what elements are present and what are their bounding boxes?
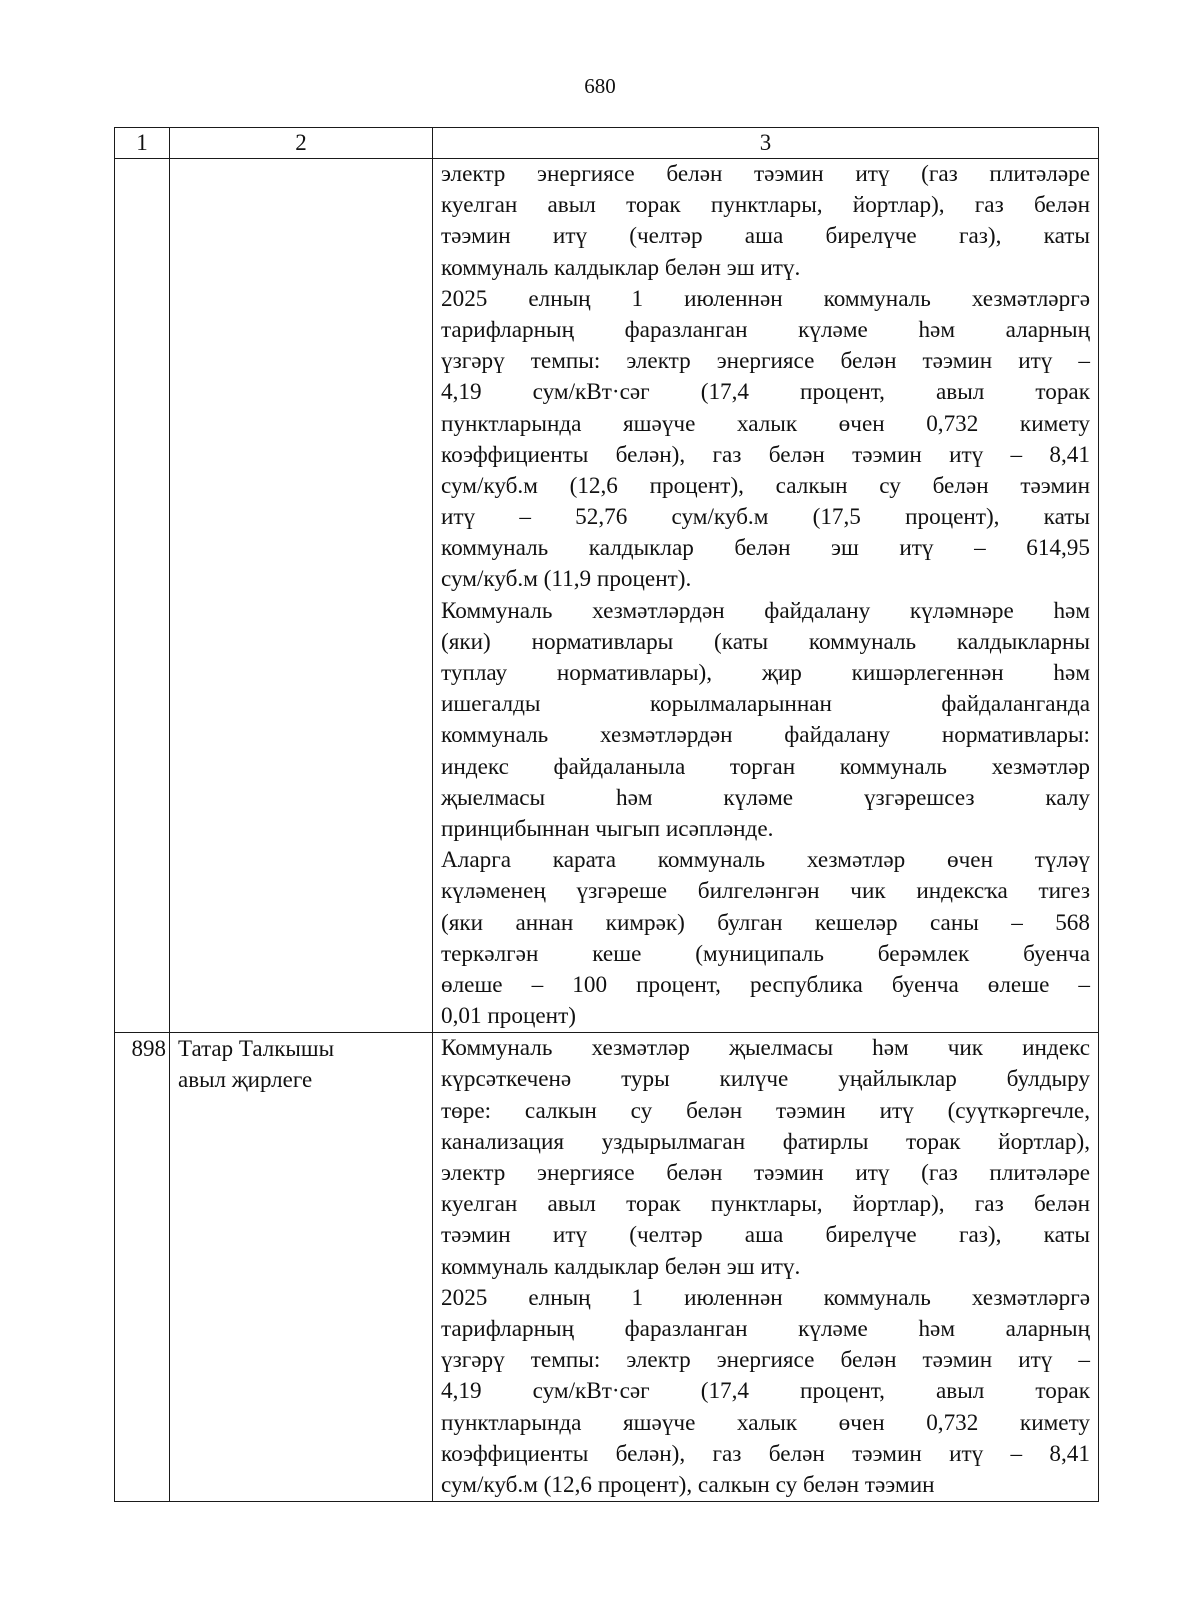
description-cell (433, 159, 1099, 1033)
text-line: туплау нормативлары), җир кишәрлегеннән һәм (441, 660, 1090, 686)
text-line: Коммуналь хезмәтләрдән файдалану күләмнәре һәм (441, 597, 1090, 624)
description-cell (433, 1033, 1099, 1502)
settlement-name-cell (170, 1033, 433, 1502)
text-line: сум/куб.м (12,6 процент), салкын су белән тәэмин (441, 1471, 935, 1498)
text-line: коэффициенты белән), газ белән тәэмин итү – 8,41 (441, 1440, 1090, 1467)
text-line: итү – 52,76 сум/куб.м (17,5 процент), каты (441, 504, 1090, 531)
text-line: күрсәткеченә туры килүче уңайлыклар булдыру (441, 1066, 1090, 1093)
text-line: үзгәрү темпы: электр энергиясе белән тәэмин итү – (441, 348, 1090, 375)
text-line: теркәлгән кеше (муниципаль берәмлек буенча (441, 940, 1090, 967)
row-number-cell: 898 (115, 1033, 170, 1502)
table-header-row (115, 128, 1099, 159)
text-line: 2025 елның 1 июленнән коммуналь хезмәтләргә (441, 1284, 1090, 1311)
text-line: төре: салкын су белән тәэмин итү (суүткәргечле, (441, 1097, 1090, 1124)
column-header-2: 2 (170, 128, 433, 159)
paragraph (441, 159, 1090, 284)
text-line: җыелмасы һәм күләме үзгәрешсез калу (441, 784, 1090, 811)
page-number: 680 (584, 74, 616, 98)
text-line: тәэмин итү (челтәр аша бирелүче газ), каты (441, 1222, 1090, 1249)
text-line: индекс файдаланыла торган коммуналь хезмәтләр (441, 753, 1090, 780)
text-line: пунктларында яшәүче халык өчен 0,732 кимету (441, 1409, 1090, 1436)
text-line: үзгәрү темпы: электр энергиясе белән тәэмин итү – (441, 1347, 1090, 1374)
text-line: электр энергиясе белән тәэмин итү (газ плитәләре (441, 1160, 1090, 1186)
text-line: ишегалды корылмаларыннан файдаланганда (441, 691, 1090, 718)
municipal-tariff-table (114, 127, 1099, 1502)
text-line: күләменең үзгәреше билгеләнгән чик индексҡа тигез (441, 878, 1090, 905)
text-line: тарифларның фаразланган күләме һәм аларның (441, 316, 1090, 343)
text-line: сум/куб.м (11,9 процент). (441, 566, 692, 593)
text-line: электр энергиясе белән тәэмин итү (газ плитәләре (441, 161, 1090, 187)
text-line: куелган авыл торак пунктлары, йортлар), газ белән (441, 1191, 1090, 1218)
table-row (115, 159, 1099, 1033)
text-line: пунктларында яшәүче халык өчен 0,732 кимету (441, 410, 1090, 437)
text-line: 2025 елның 1 июленнән коммуналь хезмәтләргә (441, 285, 1090, 312)
table-row (115, 1033, 1099, 1502)
text-line: 4,19 сум/кВт·сәг (17,4 процент, авыл торак (441, 1378, 1090, 1405)
text-line: (яки аннан кимрәк) булган кешеләр саны – 568 (441, 909, 1090, 936)
text-line: коммуналь хезмәтләрдән файдалану нормативлары: (441, 722, 1090, 749)
paragraph (441, 1033, 1090, 1283)
text-line: Аларга карата коммуналь хезмәтләр өчен түләү (441, 847, 1090, 874)
text-line: сум/куб.м (12,6 процент), салкын су белән тәэмин (441, 472, 1090, 499)
settlement-name-line: Татар Талкышы (178, 1036, 335, 1062)
text-line: коммуналь калдыклар белән эш итү – 614,95 (441, 535, 1090, 562)
text-line: 4,19 сум/кВт·сәг (17,4 процент, авыл торак (441, 379, 1090, 406)
row-number-cell (115, 159, 170, 1033)
settlement-name-cell (170, 159, 433, 1033)
paragraph (441, 284, 1090, 596)
text-line: тарифларның фаразланган күләме һәм аларның (441, 1315, 1090, 1342)
paragraph (441, 596, 1090, 846)
text-line: өлеше – 100 процент, республика буенча өлеше – (441, 971, 1090, 998)
text-line: принцибыннан чыгып исәпләнде. (441, 815, 774, 842)
settlement-name-line: авыл җирлеге (178, 1067, 313, 1093)
text-line: коммуналь калдыклар белән эш итү. (441, 254, 801, 281)
column-header-1: 1 (115, 128, 170, 159)
paragraph (441, 845, 1090, 1032)
text-line: Коммуналь хезмәтләр җыелмасы һәм чик индекс (441, 1035, 1090, 1062)
text-line: канализация уздырылмаган фатирлы торак йортлар), (441, 1128, 1090, 1155)
text-line: 0,01 процент) (441, 1003, 576, 1030)
column-header-3: 3 (433, 128, 1099, 159)
paragraph (441, 1283, 1090, 1501)
text-line: куелган авыл торак пунктлары, йортлар), газ белән (441, 192, 1090, 219)
text-line: тәэмин итү (челтәр аша бирелүче газ), каты (441, 223, 1090, 250)
text-line: (яки) нормативлары (каты коммуналь калдыкларны (441, 628, 1090, 655)
text-line: коммуналь калдыклар белән эш итү. (441, 1253, 801, 1280)
text-line: коэффициенты белән), газ белән тәэмин итү – 8,41 (441, 441, 1090, 468)
